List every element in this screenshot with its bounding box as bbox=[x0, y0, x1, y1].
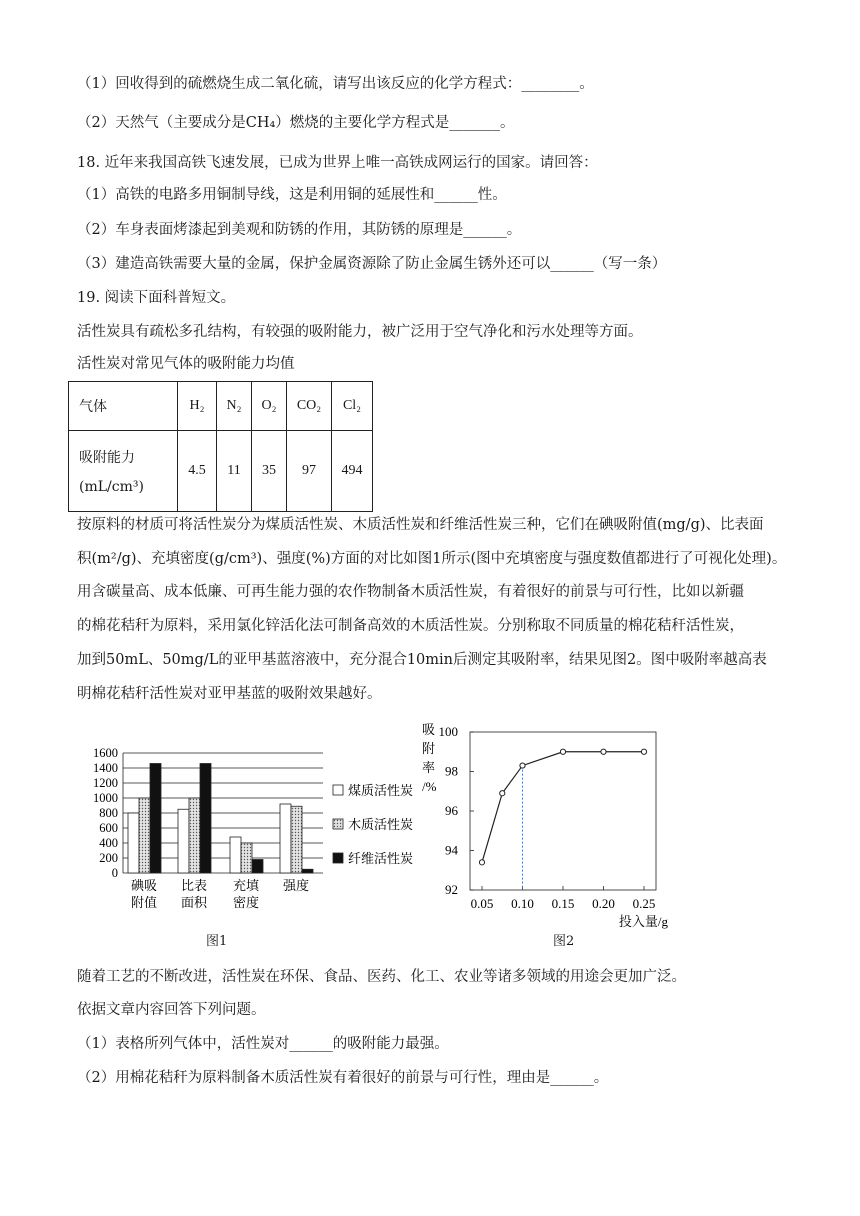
para2-line6: 明棉花秸秆活性炭对亚甲基蓝的吸附效果越好。 bbox=[77, 686, 382, 702]
y-tick-label: 100 bbox=[438, 724, 458, 739]
para3-line2: 依据文章内容回答下列问题。 bbox=[77, 1002, 266, 1018]
legend-swatch bbox=[333, 853, 343, 863]
x-tick-label: 0.20 bbox=[592, 896, 615, 911]
para3-line1: 随着工艺的不断改进，活性炭在环保、食品、医药、化工、农业等诸多领域的用途会更加广泛。 bbox=[77, 969, 686, 985]
bar bbox=[139, 798, 150, 873]
bar bbox=[128, 813, 139, 873]
figure1-caption: 图1 bbox=[206, 934, 228, 949]
bar bbox=[189, 798, 200, 873]
x-axis-label: 投入量/g bbox=[618, 914, 668, 929]
y-tick-label: 94 bbox=[445, 842, 458, 858]
capacity-unit: (mL/cm³) bbox=[79, 479, 144, 495]
bar bbox=[178, 809, 189, 873]
q18-stem: 18. 近年来我国高铁飞速发展，已成为世界上唯一高铁成网运行的国家。请回答： bbox=[77, 155, 598, 171]
legend-swatch bbox=[333, 819, 343, 829]
bar bbox=[302, 869, 313, 873]
y-axis-label: 率 bbox=[422, 760, 436, 775]
gas-o2: O₂ bbox=[252, 382, 287, 431]
bar bbox=[280, 804, 291, 873]
y-tick-label: 200 bbox=[99, 851, 118, 865]
capacity-label: 吸附能力 bbox=[79, 450, 135, 466]
gas-h2: H₂ bbox=[178, 382, 217, 431]
figure2-line-chart bbox=[412, 718, 682, 930]
x-category-label: 强度 bbox=[282, 878, 310, 893]
table-header-capacity bbox=[69, 431, 178, 512]
q19-stem: 19. 阅读下面科普短文。 bbox=[77, 290, 236, 306]
gas-n2: N₂ bbox=[217, 382, 252, 431]
bar bbox=[241, 843, 252, 873]
value-n2: 11 bbox=[217, 431, 252, 512]
data-point bbox=[479, 860, 484, 865]
data-point bbox=[520, 763, 525, 768]
y-axis-label: 吸 bbox=[422, 722, 436, 737]
y-tick-label: 1600 bbox=[93, 746, 118, 760]
legend-label: 煤质活性炭 bbox=[348, 783, 414, 798]
value-o2: 35 bbox=[252, 431, 287, 512]
value-cl2: 494 bbox=[332, 431, 373, 512]
x-tick-label: 0.25 bbox=[632, 896, 656, 911]
figure1-bar-chart bbox=[78, 735, 428, 915]
gas-cl2: Cl₂ bbox=[332, 382, 373, 431]
table-title: 活性炭对常见气体的吸附能力均值 bbox=[77, 356, 295, 372]
x-category-label: 附值 bbox=[130, 895, 158, 910]
bar bbox=[230, 837, 241, 873]
value-co2: 97 bbox=[287, 431, 332, 512]
gas-co2: CO₂ bbox=[287, 382, 332, 431]
q19-part1: （1）表格所列气体中，活性炭对______的吸附能力最强。 bbox=[77, 1036, 449, 1052]
y-tick-label: 1200 bbox=[93, 776, 118, 790]
legend-label: 纤维活性炭 bbox=[348, 851, 414, 866]
x-category-label: 密度 bbox=[232, 895, 260, 910]
data-point bbox=[641, 749, 646, 754]
table-header-gas: 气体 bbox=[69, 382, 178, 431]
x-tick-label: 0.10 bbox=[511, 896, 534, 911]
x-category-label: 碘吸 bbox=[130, 878, 158, 893]
y-tick-label: 1000 bbox=[93, 791, 118, 805]
bar bbox=[150, 764, 161, 874]
series-line bbox=[482, 752, 644, 863]
para2-line4: 的棉花秸秆为原料，采用氯化锌活化法可制备高效的木质活性炭。分别称取不同质量的棉花秸秆活性炭， bbox=[77, 618, 744, 634]
bar bbox=[200, 764, 211, 874]
y-tick-label: 0 bbox=[111, 866, 118, 880]
y-tick-label: 96 bbox=[445, 803, 458, 818]
y-tick-label: 98 bbox=[445, 763, 458, 779]
para2-line2: 积(m²/g)、充填密度(g/cm³)、强度(%)方面的对比如图1所示(图中充填密度与强度数值都进行了可视化处理)。 bbox=[77, 551, 787, 567]
x-category-label: 面积 bbox=[180, 895, 208, 910]
y-axis-label: /% bbox=[422, 779, 437, 794]
y-tick-label: 600 bbox=[99, 821, 118, 835]
q17-part1: （1）回收得到的硫燃烧生成二氧化硫，请写出该反应的化学方程式：________。 bbox=[77, 76, 594, 92]
legend-swatch bbox=[333, 785, 343, 795]
para2-line5: 加到50mL、50mg/L的亚甲基蓝溶液中，充分混合10min后测定其吸附率，结果见图2。图中吸附率越高表 bbox=[77, 652, 767, 668]
legend-label: 木质活性炭 bbox=[348, 817, 414, 832]
data-point bbox=[601, 749, 606, 754]
x-tick-label: 0.05 bbox=[470, 896, 494, 911]
plot-frame bbox=[470, 732, 656, 890]
adsorption-table bbox=[68, 381, 373, 512]
bar bbox=[252, 860, 263, 874]
y-tick-label: 400 bbox=[99, 836, 118, 850]
bar bbox=[291, 806, 302, 873]
y-tick-label: 92 bbox=[445, 882, 458, 897]
x-tick-label: 0.15 bbox=[551, 896, 575, 911]
x-category-label: 充填 bbox=[232, 878, 260, 893]
y-tick-label: 1400 bbox=[93, 761, 118, 775]
q18-part1: （1）高铁的电路多用铜制导线，这是利用铜的延展性和______性。 bbox=[77, 187, 507, 203]
data-point bbox=[500, 791, 505, 796]
data-point bbox=[560, 749, 565, 754]
q19-intro: 活性炭具有疏松多孔结构，有较强的吸附能力，被广泛用于空气净化和污水处理等方面。 bbox=[77, 324, 643, 340]
y-tick-label: 800 bbox=[99, 806, 118, 820]
figure2-caption: 图2 bbox=[553, 934, 575, 949]
q19-part2: （2）用棉花秸秆为原料制备木质活性炭有着很好的前景与可行性，理由是______。 bbox=[77, 1070, 609, 1086]
q18-part2: （2）车身表面烤漆起到美观和防锈的作用，其防锈的原理是______。 bbox=[77, 222, 522, 238]
value-h2: 4.5 bbox=[178, 431, 217, 512]
x-category-label: 比表 bbox=[180, 878, 208, 893]
y-axis-label: 附 bbox=[422, 741, 436, 756]
para2-line1: 按原料的材质可将活性炭分为煤质活性炭、木质活性炭和纤维活性炭三种，它们在碘吸附值(mg/g)、比表面 bbox=[77, 517, 764, 533]
q18-part3: （3）建造高铁需要大量的金属，保护金属资源除了防止金属生锈外还可以______（写一条） bbox=[77, 256, 667, 272]
q17-part2: （2）天然气（主要成分是CH₄）燃烧的主要化学方程式是_______。 bbox=[77, 115, 515, 131]
para2-line3: 用含碳量高、成本低廉、可再生能力强的农作物制备木质活性炭，有着很好的前景与可行性，比如以新疆 bbox=[77, 584, 744, 600]
